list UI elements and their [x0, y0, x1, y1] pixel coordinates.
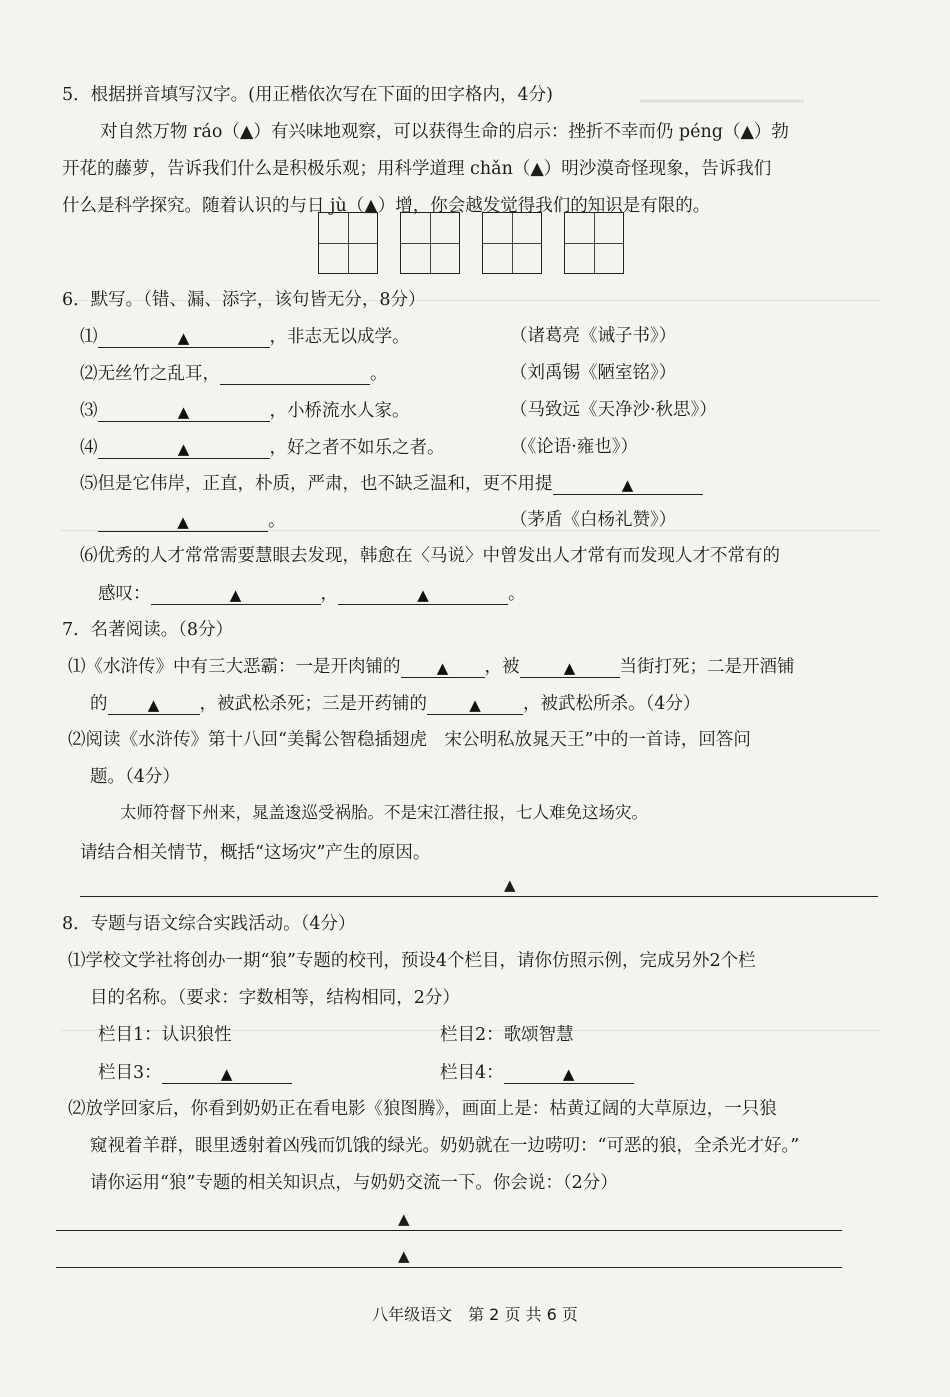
q6-item5-cont: [98, 509, 286, 532]
period: 。: [508, 584, 526, 604]
q8-col1: 栏目1：认识狼性: [98, 1025, 232, 1045]
q6-item1-text: ，非志无以成学。: [269, 327, 410, 347]
q6-item2-text: ⑵无丝竹之乱耳，: [80, 364, 220, 384]
triangle-marker: ▲: [229, 586, 242, 604]
answer-blank[interactable]: [98, 509, 268, 532]
page-footer: 八年级语文 第 2 页 共 6 页: [372, 1305, 578, 1324]
triangle-marker: ▲: [177, 513, 189, 531]
triangle-marker: ▲: [563, 659, 576, 677]
answer-blank[interactable]: [338, 582, 508, 605]
q8-title: 8．专题与语文综合实践活动。（4分）: [62, 914, 356, 934]
q6-item4-text: ，好之者不如乐之者。: [269, 438, 445, 458]
q8-p1-line1: ⑴学校文学社将创办一期“狼”专题的校刊，预设4个栏目，请你仿照示例，完成另外2个栏: [68, 951, 756, 971]
q7-p2-line2: 题。（4分）: [90, 767, 180, 787]
q7-poem: 太师符督下州来，晁盖逡巡受祸胎。不是宋江潜往报，七人难免这场灾。: [120, 803, 648, 822]
q8-col4: 栏目4：: [440, 1063, 504, 1083]
q6-item3-text: ，小桥流水人家。: [269, 401, 410, 421]
q6-item1: [80, 325, 410, 348]
q6-item5-text: ⑸但是它伟岸，正直，朴质，严肃，也不缺乏温和，更不用提: [80, 474, 553, 494]
answer-blank[interactable]: [98, 399, 270, 422]
answer-blank[interactable]: [504, 1061, 634, 1084]
triangle-marker: ▲: [621, 476, 634, 494]
item-number: ⑷: [80, 438, 98, 458]
item-number: ⑴: [80, 327, 98, 347]
q7-ask: 请结合相关情节，概括“这场灾”产生的原因。: [80, 843, 431, 863]
q7-p1-text-d: 的: [90, 694, 108, 714]
answer-blank[interactable]: [553, 472, 703, 495]
q7-p1-text-b: ，被: [484, 657, 520, 677]
q6-item6-label: 感叹：: [98, 584, 151, 604]
q5-line2: 开花的藤萝，告诉我们什么是积极乐观；用科学道理 chǎn（▲）明沙漠奇怪现象，告诉我们: [62, 159, 772, 179]
item-number: ⑶: [80, 401, 98, 421]
q5-line3: 什么是科学探究。随着认识的与日 jù（▲）增，你会越发觉得我们的知识是有限的。: [62, 196, 711, 216]
answer-line[interactable]: [56, 1267, 842, 1268]
q6-item3: [80, 399, 410, 422]
answer-blank[interactable]: [151, 582, 321, 605]
triangle-marker: ▲: [398, 1247, 410, 1265]
q5-line1: 对自然万物 ráo（▲）有兴味地观察，可以获得生命的启示：挫折不幸而仍 péng（▲）勃: [100, 122, 789, 142]
q7-p2-line1: ⑵阅读《水浒传》第十八回“美髯公智稳插翅虎 宋公明私放晁天王”中的一首诗，回答问: [68, 730, 751, 750]
q8-col3-row: [98, 1061, 292, 1084]
answer-blank[interactable]: [98, 436, 270, 459]
answer-blank[interactable]: [220, 362, 370, 385]
answer-blank[interactable]: [98, 325, 270, 348]
q8-col2: 栏目2：歌颂智慧: [440, 1025, 574, 1045]
q7-p1-text-c: 当街打死；二是开酒铺: [619, 657, 795, 677]
q8-p2-line3: 请你运用“狼”专题的相关知识点，与奶奶交流一下。你会说：（2分）: [90, 1173, 618, 1193]
q5-title: 5．根据拼音填写汉字。(用正楷依次写在下面的田字格内，4分): [62, 85, 553, 105]
triangle-marker: ▲: [436, 659, 449, 677]
bleed-through: ━━━━━━━━━━━━━━━━: [640, 92, 804, 112]
answer-blank[interactable]: [108, 692, 200, 715]
q6-item2: [80, 362, 388, 385]
q6-item3-source: （马致远《天净沙·秋思》）: [510, 400, 717, 420]
q8-col3: 栏目3：: [98, 1063, 162, 1083]
q8-p1-line2: 目的名称。（要求：字数相等，结构相同，2分）: [90, 988, 460, 1008]
q6-item4: [80, 436, 445, 459]
triangle-marker: ▲: [398, 1210, 410, 1228]
triangle-marker: ▲: [177, 440, 190, 458]
period: 。: [268, 511, 286, 531]
triangle-marker: ▲: [469, 696, 481, 714]
triangle-marker: ▲: [177, 329, 190, 347]
period: 。: [370, 364, 388, 384]
answer-blank[interactable]: [520, 655, 620, 678]
q6-title: 6．默写。（错、漏、添字，该句皆无分，8分）: [62, 290, 426, 310]
comma: ，: [320, 584, 338, 604]
q7-p1-text-a: ⑴《水浒传》中有三大恶霸：一是开肉铺的: [68, 657, 401, 677]
q7-p1-text-f: ，被武松所杀。（4分）: [523, 694, 701, 714]
triangle-marker: ▲: [504, 876, 516, 894]
tianzi-grid-2[interactable]: [400, 212, 460, 274]
answer-blank[interactable]: [427, 692, 523, 715]
q8-p2-line2: 窥视着羊群，眼里透射着凶残而饥饿的绿光。奶奶就在一边唠叨：“可恶的狼，全杀光才好。”: [90, 1136, 800, 1156]
triangle-marker: ▲: [177, 403, 190, 421]
q6-item4-source: （《论语·雍也》）: [510, 437, 639, 457]
q7-title: 7．名著阅读。（8分）: [62, 620, 234, 640]
answer-line[interactable]: [80, 896, 878, 897]
q7-p1-line1: [68, 655, 795, 678]
q8-p2-line1: ⑵放学回家后，你看到奶奶正在看电影《狼图腾》，画面上是：枯黄辽阔的大草原边，一只狼: [68, 1099, 777, 1119]
tianzi-grid-1[interactable]: [318, 212, 378, 274]
answer-line[interactable]: [56, 1230, 842, 1231]
q6-item1-source: （诸葛亮《诫子书》）: [510, 326, 677, 346]
triangle-marker: ▲: [417, 586, 429, 604]
triangle-marker: ▲: [562, 1065, 575, 1083]
q6-item6-line2: [98, 582, 526, 605]
tianzi-grid-4[interactable]: [564, 212, 624, 274]
tianzi-grid-3[interactable]: [482, 212, 542, 274]
answer-blank[interactable]: [401, 655, 485, 678]
answer-blank[interactable]: [162, 1061, 292, 1084]
triangle-marker: ▲: [220, 1065, 233, 1083]
q6-item5: [80, 472, 703, 495]
q7-p1-line2: [90, 692, 700, 715]
q6-item5-source: （茅盾《白杨礼赞》）: [510, 510, 677, 530]
q8-col4-row: [440, 1061, 634, 1084]
q6-item2-source: （刘禹锡《陋室铭》）: [510, 363, 677, 383]
q7-p1-text-e: ，被武松杀死；三是开药铺的: [199, 694, 427, 714]
q6-item6-line1: ⑹优秀的人才常常需要慧眼去发现，韩愈在〈马说〉中曾发出人才常有而发现人才不常有的: [80, 546, 780, 566]
triangle-marker: ▲: [147, 696, 160, 714]
